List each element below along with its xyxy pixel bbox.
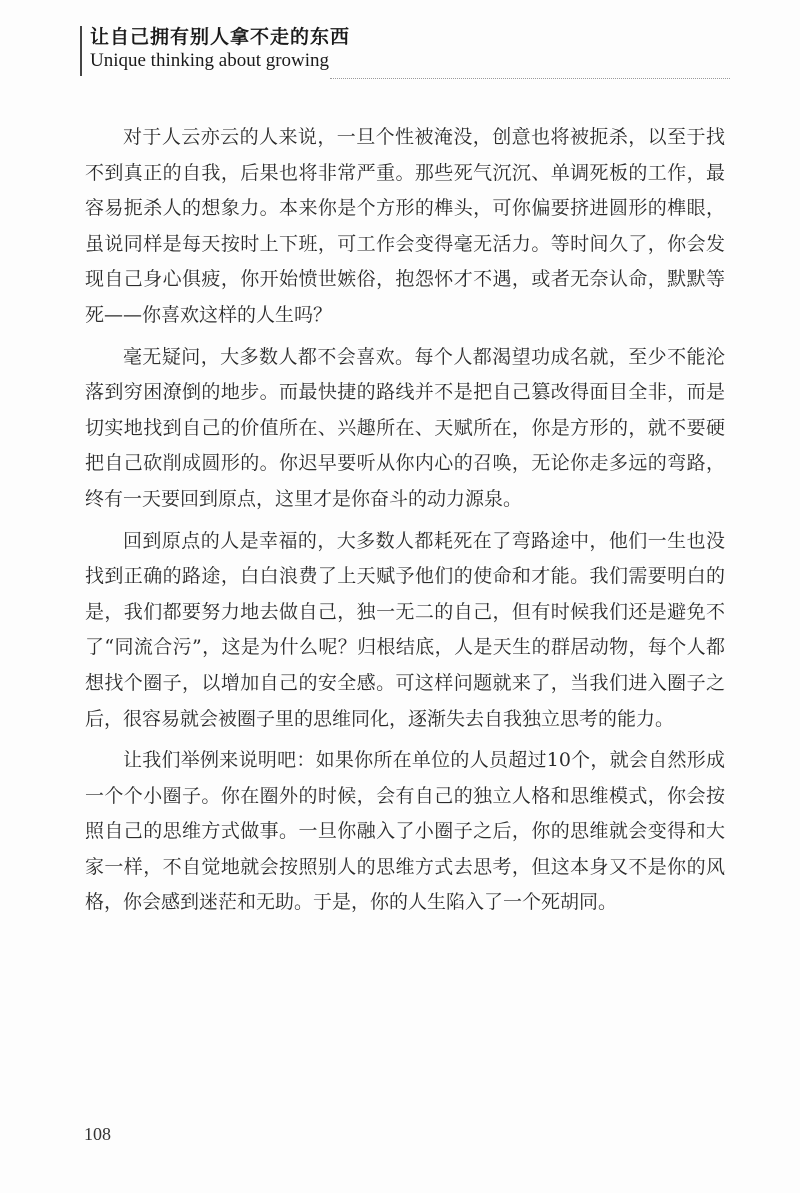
paragraph-3: 回到原点的人是幸福的，大多数人都耗死在了弯路途中，他们一生也没找到正确的路途，白白浪费了上天赋予他们的使命和才能。我们需要明白的是，我们都要努力地去做自己，独一无二的自己，但有时候我们还是避免不了“同流合污”，这是为什么呢？归根结底，人是天生的群居动物，每个人都想找个圈子，以增加自己的安全感。可这样问题就来了，当我们进入圈子之后，很容易就会被圈子里的思维同化，逐渐失去自我独立思考的能力。 [85,529,725,730]
page-number: 108 [84,1124,111,1144]
paragraph-4: 让我们举例来说明吧：如果你所在单位的人员超过10个，就会自然形成一个个小圈子。你在圈外的时候，会有自己的独立人格和思维模式，你会按照自己的思维方式做事。一旦你融入了小圈子之后，你的思维就会变得和大家一样，不自觉地就会按照别人的思维方式去思考，但这本身又不是你的风格，你会感到迷茫和无助。于是，你的人生陷入了一个死胡同。 [85,749,725,914]
header-subtitle: Unique thinking about growing [90,50,330,71]
header-dotted-rule [330,78,730,79]
paragraph-1: 对于人云亦云的人来说，一旦个性被淹没，创意也将被扼杀，以至于找不到真正的自我，后果也将非常严重。那些死气沉沉、单调死板的工作，最容易扼杀人的想象力。本来你是个方形的榫头，可你偏要挤进圆形的榫眼，虽说同样是每天按时上下班，可工作会变得毫无活力。等时间久了，你会发现自己身心俱疲，你开始愤世嫉俗，抱怨怀才不遇，或者无奈认命，默默等死——你喜欢这样的人生吗？ [85,126,725,326]
running-header [80,22,730,80]
header-title: 让自己拥有别人拿不走的东西 [90,26,351,48]
header-vertical-bar [80,26,82,76]
body-text [85,120,725,927]
paragraph-2: 毫无疑问，大多数人都不会喜欢。每个人都渴望功成名就，至少不能沦落到穷困潦倒的地步。而最快捷的路线并不是把自己篡改得面目全非，而是切实地找到自己的价值所在、兴趣所在、天赋所在，你是方形的，就不要硬把自己砍削成圆形的。你迟早要听从你内心的召唤，无论你走多远的弯路，终有一天要回到原点，这里才是你奋斗的动力源泉。 [85,345,725,510]
